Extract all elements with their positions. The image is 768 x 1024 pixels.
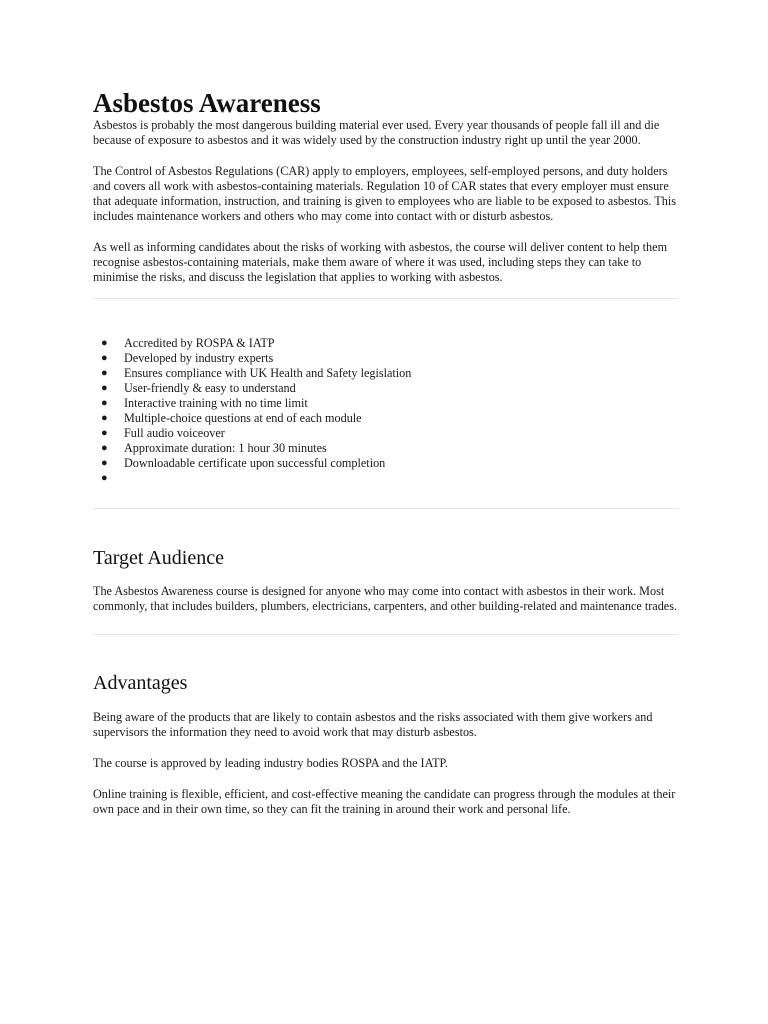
section-paragraph: The Asbestos Awareness course is designed for anyone who may come into contact with asbestos in their work. Most commonly, that includes builders, plumbers, electricians, carpenters, and other building-related and maintenance trades. [93, 584, 678, 613]
list-item: ● Accredited by ROSPA & IATP [101, 336, 275, 350]
list-item: ● Downloadable certificate upon successful completion [101, 456, 386, 470]
bullet-icon: ● [101, 457, 108, 469]
section-paragraph: The course is approved by leading industry bodies ROSPA and the IATP. [93, 756, 448, 770]
bullet-icon: ● [101, 352, 108, 364]
bullet-icon: ● [101, 412, 108, 424]
list-item: ● Approximate duration: 1 hour 30 minutes [101, 441, 327, 455]
divider [93, 634, 678, 635]
page-title: Asbestos Awareness [93, 88, 321, 118]
target-audience-section [93, 546, 678, 614]
list-item: ● User-friendly & easy to understand [101, 381, 296, 395]
section-heading: Advantages [93, 672, 188, 694]
list-item: ● Developed by industry experts [101, 351, 274, 365]
list-item: ● Interactive training with no time limit [101, 396, 308, 410]
list-item: ● Full audio voiceover [101, 426, 225, 440]
bullet-icon: ● [101, 337, 108, 349]
intro-paragraph: Asbestos is probably the most dangerous building material ever used. Every year thousands of people fall ill and die because of exposure to asbestos and it was widely used by the construction industry right up until the year 2000. [93, 118, 660, 147]
document-page [93, 88, 678, 817]
advantages-section [93, 671, 678, 817]
list-item: ● Ensures compliance with UK Health and Safety legislation [101, 366, 412, 380]
intro-paragraph: The Control of Asbestos Regulations (CAR) apply to employers, employees, self-employed persons, and duty holders and covers all work with asbestos-containing materials. Regulation 10 of CAR states that every employer must ensure that adequate information, instruction, and training is given to employees who are liable to be exposed to asbestos. This includes maintenance workers and others who may come into contact with or disturb asbestos. [93, 164, 676, 223]
divider [93, 508, 678, 509]
section-paragraph: Being aware of the products that are likely to contain asbestos and the risks associated with them give workers and supervisors the information they need to avoid work that may disturb asbestos. [93, 710, 653, 739]
section-heading: Target Audience [93, 547, 224, 569]
list-item [93, 471, 678, 486]
divider [93, 298, 678, 299]
bullet-icon: ● [101, 427, 108, 439]
intro-paragraph: As well as informing candidates about the risks of working with asbestos, the course will deliver content to help them recognise asbestos-containing materials, make them aware of where it was used, including steps they can take to minimise the risks, and discuss the legislation that applies to working with asbestos. [93, 240, 668, 284]
bullet-icon: ● [101, 397, 108, 409]
list-item: ● Multiple-choice questions at end of each module [101, 411, 362, 425]
bullet-icon: ● [101, 367, 108, 379]
bullet-icon: ● [101, 472, 108, 484]
section-paragraph: Online training is flexible, efficient, and cost-effective meaning the candidate can progress through the modules at their own pace and in their own time, so they can fit the training in around their work and personal life. [93, 787, 676, 816]
bullet-icon: ● [101, 442, 108, 454]
bullet-icon: ● [101, 382, 108, 394]
intro-section [93, 118, 678, 285]
features-list [93, 336, 678, 486]
